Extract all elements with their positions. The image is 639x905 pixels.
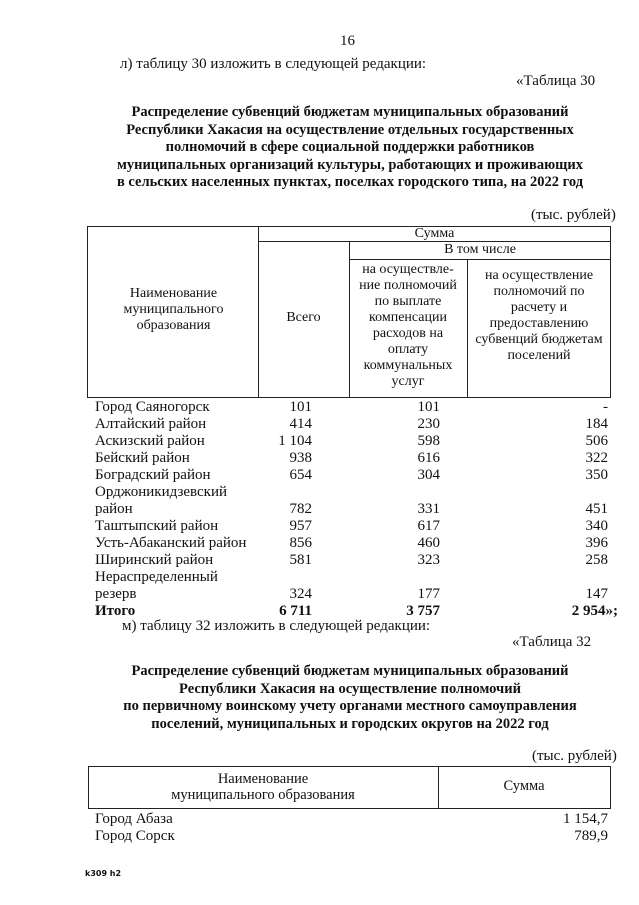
row-col-b: 147 — [585, 586, 608, 602]
table-row — [95, 450, 610, 467]
footer-code: k309 h2 — [85, 869, 122, 878]
row-col-a: 230 — [417, 416, 440, 432]
row-col-a: 617 — [417, 518, 440, 534]
table-row — [95, 433, 610, 450]
header-name-line: Наименование — [217, 771, 309, 787]
table-row — [95, 518, 610, 535]
row-total: 101 — [289, 399, 312, 415]
header-sum: Сумма — [414, 226, 455, 241]
row-total: 414 — [289, 416, 312, 432]
page-number: 16 — [340, 33, 355, 49]
row-total: 654 — [289, 467, 312, 483]
row-name: Таштыпский район — [95, 518, 219, 534]
table-row-name-wrap — [95, 484, 610, 501]
table-row — [95, 552, 610, 569]
header-total: Всего — [286, 310, 321, 325]
table30-unit: (тыс. рублей) — [531, 207, 616, 223]
total-label: Итого — [95, 603, 136, 619]
header-sum: Сумма — [503, 778, 545, 794]
row-col-a: 323 — [417, 552, 440, 568]
row-name: Орджоникидзевский — [95, 484, 228, 500]
row-name-cont: резерв — [95, 586, 137, 602]
row-name: Город Сорск — [95, 828, 175, 844]
row-name: Город Абаза — [95, 811, 173, 827]
row-col-a: 460 — [417, 535, 440, 551]
row-total: 938 — [289, 450, 312, 466]
header-name-line: муниципального образования — [171, 787, 355, 803]
row-col-b: 451 — [585, 501, 608, 517]
row-value: 789,9 — [574, 828, 608, 844]
table-row — [95, 535, 610, 552]
row-col-b: - — [603, 399, 608, 415]
table-row — [95, 586, 610, 603]
row-col-b: 322 — [585, 450, 608, 466]
table-row — [95, 399, 610, 416]
title-line: Республики Хакасия на осуществление отдельных государственных — [126, 121, 574, 138]
title-line: Распределение субвенций бюджетам муниципальных образований — [131, 663, 569, 679]
row-total: 782 — [289, 501, 312, 517]
table-row — [95, 811, 610, 828]
table-row — [95, 501, 610, 518]
table-row-name-wrap — [95, 569, 610, 586]
row-name: Алтайский район — [95, 416, 207, 432]
header-col-a: на осуществле-ние полномочий по выплате компенсации расходов на оплату коммунальных услуг — [359, 262, 457, 389]
row-col-b: 184 — [585, 416, 608, 432]
table30-label: «Таблица 30 — [516, 73, 596, 89]
row-value: 1 154,7 — [563, 811, 608, 827]
table32-title — [90, 663, 610, 733]
header-name — [88, 771, 438, 803]
row-col-b: 396 — [585, 535, 608, 551]
title-line: Распределение субвенций бюджетам муниципальных образований — [131, 104, 569, 120]
table-row — [95, 467, 610, 484]
title-line: по первичному воинскому учету органами местного самоуправления — [123, 698, 577, 714]
title-line: поселений, муниципальных и городских округов на 2022 год — [151, 715, 549, 732]
total-col-b: 2 954»; — [571, 603, 618, 619]
total-col-a: 3 757 — [406, 603, 440, 619]
row-name: Боградский район — [95, 467, 211, 483]
row-name: Нераспределенный — [95, 569, 218, 585]
title-line: муниципальных организаций культуры, работающих и проживающих — [116, 156, 584, 173]
table-row — [95, 416, 610, 433]
row-name-cont: район — [95, 501, 133, 517]
header-col-b: на осуществление полномочий по расчету и предоставлению субвенций бюджетам поселений — [475, 268, 603, 363]
header-including: В том числе — [444, 242, 516, 257]
row-col-a: 177 — [417, 586, 440, 602]
total-sum: 6 711 — [279, 603, 312, 619]
row-total: 581 — [289, 552, 312, 568]
item-m-text: м) таблицу 32 изложить в следующей редакции: — [122, 618, 431, 634]
row-col-a: 616 — [417, 450, 440, 466]
row-col-a: 304 — [417, 467, 440, 483]
row-name: Город Саяногорск — [95, 399, 210, 415]
row-name: Усть-Абаканский район — [95, 535, 247, 551]
row-col-b: 506 — [585, 433, 608, 449]
row-total: 1 104 — [278, 433, 312, 449]
row-col-a: 598 — [417, 433, 440, 449]
table32-unit: (тыс. рублей) — [532, 748, 617, 764]
row-name: Аскизский район — [95, 433, 205, 449]
title-line: в сельских населенных пунктах, поселках городского типа, на 2022 год — [116, 174, 584, 190]
table30-title — [90, 104, 610, 192]
row-col-b: 350 — [585, 467, 608, 483]
row-total: 957 — [289, 518, 312, 534]
table-row — [95, 828, 610, 845]
title-line: полномочий в сфере социальной поддержки работников — [165, 139, 535, 155]
table32-label: «Таблица 32 — [512, 634, 592, 650]
header-name: Наименование муниципального образования — [123, 286, 224, 333]
row-col-a: 101 — [417, 399, 440, 415]
row-total: 856 — [289, 535, 312, 551]
row-col-b: 258 — [585, 552, 608, 568]
row-col-a: 331 — [417, 501, 440, 517]
row-name: Бейский район — [95, 450, 190, 466]
row-name: Ширинский район — [95, 552, 214, 568]
row-total: 324 — [289, 586, 312, 602]
item-l-text: л) таблицу 30 изложить в следующей редакции: — [120, 56, 427, 72]
title-line: Республики Хакасия на осуществление полномочий — [179, 680, 521, 697]
row-col-b: 340 — [585, 518, 608, 534]
